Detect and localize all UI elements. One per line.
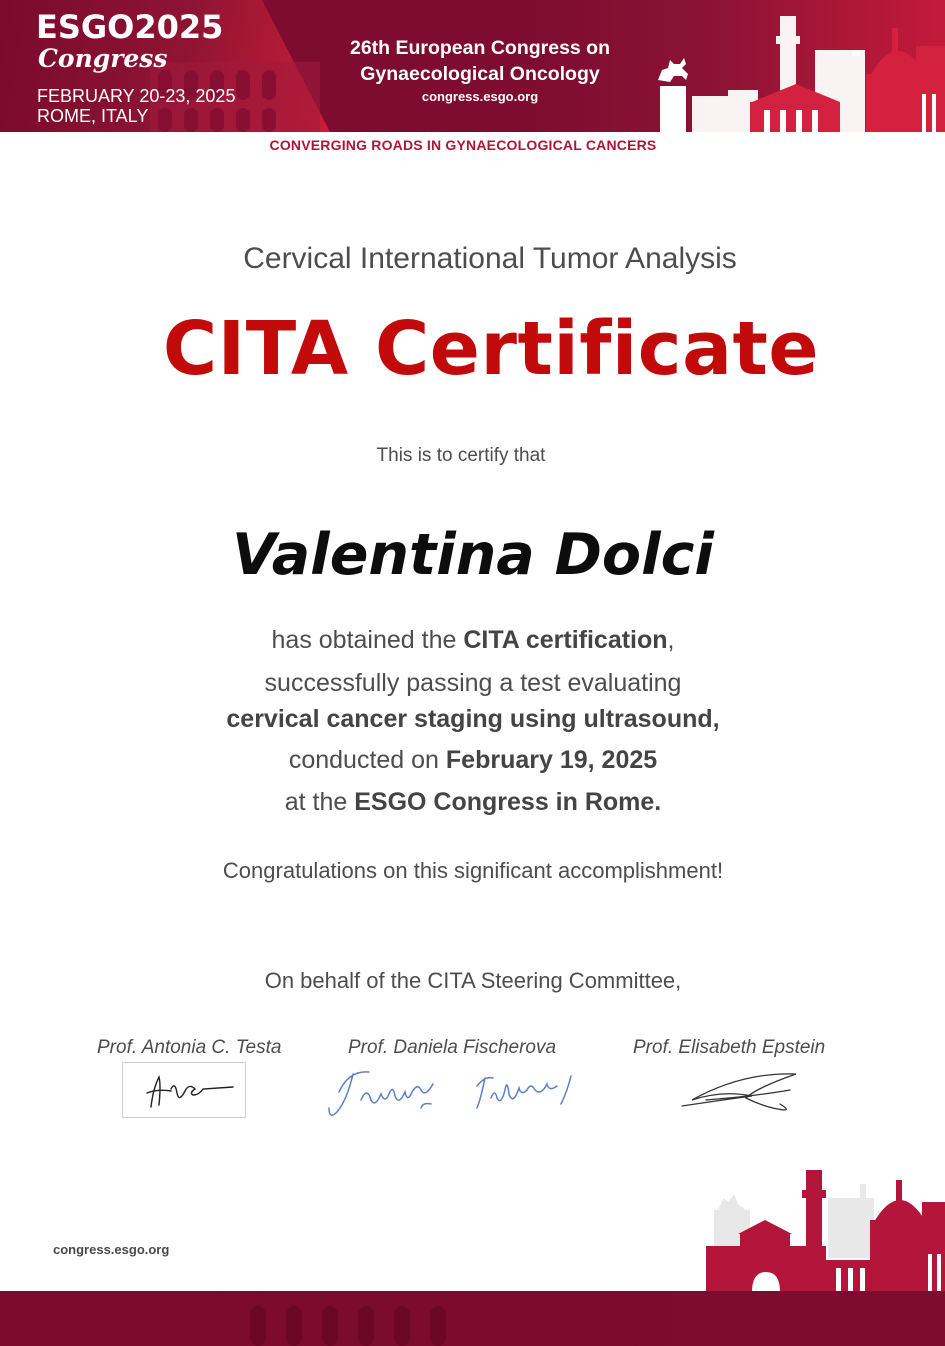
committee-text: On behalf of the CITA Steering Committee, <box>264 968 682 993</box>
test-venue-prefix: at the <box>284 788 355 816</box>
congress-tagline: CONVERGING ROADS IN GYNAECOLOGICAL CANCERS <box>269 137 657 153</box>
rome-skyline-header-graphic <box>640 6 945 132</box>
certification-line-suffix: , <box>667 626 675 654</box>
congress-title-line2: Gynaecological Oncology <box>360 63 600 85</box>
certificate-subtitle: Cervical International Tumor Analysis <box>243 242 737 275</box>
test-date-line <box>0 746 945 775</box>
certification-name: CITA certification <box>463 626 668 654</box>
rome-skyline-footer-graphic <box>700 1162 945 1292</box>
test-venue: ESGO Congress in Rome. <box>354 788 662 816</box>
logo-congress-script: Congress <box>38 44 168 73</box>
test-venue-line <box>0 788 945 817</box>
recipient-name: Valentina Dolci <box>232 522 714 588</box>
signatory-name-fischerova: Prof. Daniela Fischerova <box>348 1037 557 1058</box>
certification-line <box>0 626 945 655</box>
logo-location: ROME, ITALY <box>37 106 149 126</box>
signatory-name-testa: Prof. Antonia C. Testa <box>97 1037 282 1058</box>
congress-url-footer: congress.esgo.org <box>53 1242 170 1257</box>
footer-arches-graphic <box>240 1300 480 1346</box>
logo-date: FEBRUARY 20-23, 2025 <box>37 86 236 106</box>
test-description-line: successfully passing a test evaluating <box>264 669 682 697</box>
congress-title-line1: 26th European Congress on <box>349 37 611 59</box>
signatory-name-epstein: Prof. Elisabeth Epstein <box>633 1037 826 1058</box>
signature-testa-image <box>122 1062 246 1118</box>
signature-fischerova-image <box>325 1062 595 1120</box>
congratulations-text: Congratulations on this significant accomplishment! <box>222 858 724 883</box>
congress-title <box>300 35 660 87</box>
test-date: February 19, 2025 <box>445 746 658 774</box>
certificate-title: CITA Certificate <box>162 306 820 392</box>
certification-line-prefix: has obtained the <box>271 626 464 654</box>
test-topic-line: cervical cancer staging using ultrasound, <box>226 705 720 733</box>
logo-date-location <box>37 86 235 126</box>
congress-url-header: congress.esgo.org <box>421 89 539 104</box>
test-date-prefix: conducted on <box>288 746 446 774</box>
certify-text: This is to certify that <box>376 445 546 466</box>
signature-epstein-image <box>676 1066 800 1118</box>
logo-esgo-2025: ESGO2025 <box>36 8 224 46</box>
